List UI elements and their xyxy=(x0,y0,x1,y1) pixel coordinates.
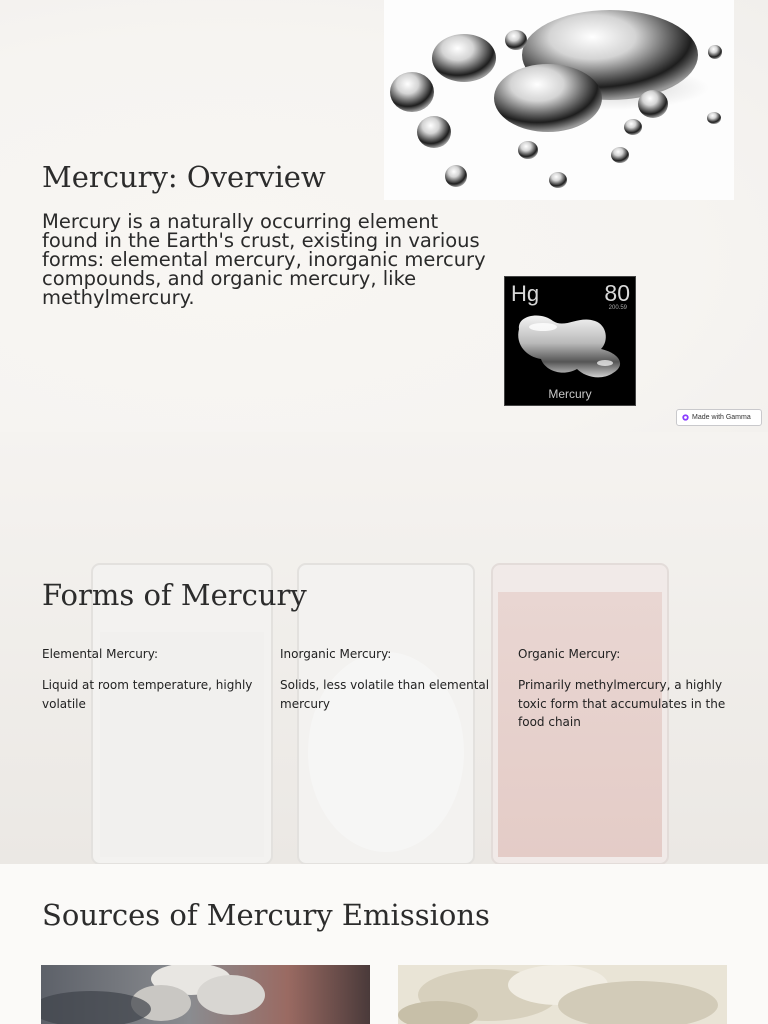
form-description: Solids, less volatile than elemental mercury xyxy=(280,678,490,711)
overview-paragraph: Mercury is a naturally occurring element found in the Earth's crust, existing in various forms: elemental mercury, inorganic mercury compounds, and organic mercury, like methylmercury. xyxy=(42,210,486,309)
form-heading: Organic Mercury: xyxy=(518,647,621,661)
form-description: Liquid at room temperature, highly volatile xyxy=(42,678,253,711)
form-heading: Inorganic Mercury: xyxy=(280,647,392,661)
badge-label: Made with Gamma xyxy=(692,414,751,421)
element-symbol: Hg xyxy=(511,281,540,306)
atomic-number: 80 xyxy=(604,280,630,306)
forms-title: Forms of Mercury xyxy=(42,578,307,612)
sources-title: Sources of Mercury Emissions xyxy=(42,898,490,932)
mercury-element-card xyxy=(504,276,636,406)
industrial-smoke-image xyxy=(398,965,727,1024)
forms-slide xyxy=(0,432,768,864)
sources-slide xyxy=(0,864,768,1024)
form-description: Primarily methylmercury, a highly toxic form that accumulates in the food chain xyxy=(518,678,726,729)
page-title: Mercury: Overview xyxy=(42,160,326,194)
overview-slide xyxy=(0,0,768,432)
atomic-mass: 200.59 xyxy=(608,305,627,311)
element-name: Mercury xyxy=(548,387,592,401)
volcano-eruption-image xyxy=(41,965,370,1024)
mercury-puddle-icon xyxy=(509,307,633,387)
form-heading: Elemental Mercury: xyxy=(42,647,158,661)
form-inorganic xyxy=(280,646,500,713)
gamma-logo-icon xyxy=(682,414,689,421)
form-organic xyxy=(518,646,728,732)
mercury-droplets-image xyxy=(384,0,734,200)
made-with-gamma-badge[interactable] xyxy=(676,409,762,426)
form-elemental xyxy=(42,646,262,713)
